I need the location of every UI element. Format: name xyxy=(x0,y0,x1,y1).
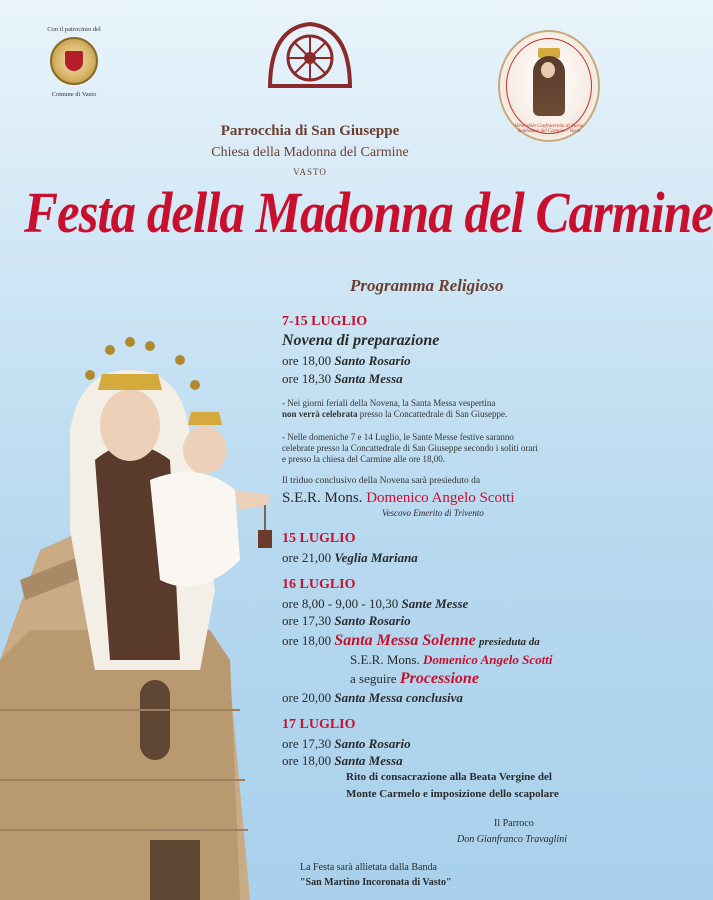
page-subtitle: Programma Religioso xyxy=(350,276,504,295)
medal-text: Venerabile Confraternita di Maria Santissima del Carmine - Vasto xyxy=(514,124,584,134)
rite-line-2: Monte Carmelo e imposizione dello scapolare xyxy=(346,788,559,800)
schedule-row: ore 8,00 - 9,00 - 10,30 Sante Messe xyxy=(282,596,469,611)
schedule-row: ore 20,00 Santa Messa conclusiva xyxy=(282,690,463,705)
band-line-1: La Festa sarà allietata dalla Banda xyxy=(300,862,437,873)
presider-role: Vescovo Emerito di Trivento xyxy=(382,508,484,518)
band-line-2: "San Martino Incoronata di Vasto" xyxy=(300,877,452,888)
novena-heading: Novena di preparazione xyxy=(282,332,440,349)
time: ore 18,00 xyxy=(282,353,332,368)
patronage-city: Comune di Vasto xyxy=(51,91,97,98)
date-16-luglio: 16 LUGLIO xyxy=(282,577,356,592)
city-name: VASTO xyxy=(293,167,327,177)
presider-line: S.E.R. Mons. Domenico Angelo Scotti xyxy=(282,490,515,506)
schedule-row: ore 17,30 Santo Rosario xyxy=(282,736,411,751)
event: Santo Rosario xyxy=(334,353,411,368)
date-15-luglio: 15 LUGLIO xyxy=(282,531,356,546)
church-name: Chiesa della Madonna del Carmine xyxy=(211,145,409,160)
note-sundays: - Nelle domeniche 7 e 14 Luglio, le Sante Messe festive saranno celebrate presso la Concattedrale di San Giuseppe secondo i soliti orari e presso la chiesa del Carmine alle ore 18,00. xyxy=(282,432,538,464)
procession-line: a seguire Processione xyxy=(350,670,479,687)
triduo-note: Il triduo conclusivo della Novena sarà presieduto da xyxy=(282,476,481,486)
parish-name: Parrocchia di San Giuseppe xyxy=(220,123,400,139)
schedule-row: ore 18,00 Santa Messa Solenne presieduta da xyxy=(282,632,540,649)
time: ore 18,30 xyxy=(282,371,332,386)
vasto-crest-icon xyxy=(50,37,98,85)
schedule-row xyxy=(282,353,411,369)
schedule-row xyxy=(282,371,403,387)
signature-role: Il Parroco xyxy=(494,818,534,829)
madonna-statue-image xyxy=(0,330,290,900)
patronage-label: Con il patrocinio del xyxy=(47,26,101,33)
note-weekdays: - Nei giorni feriali della Novena, la Santa Messa vespertina non verrà celebrata presso la Concattedrale di San Giuseppe. xyxy=(282,398,508,419)
schedule-row: ore 17,30 Santo Rosario xyxy=(282,613,411,628)
patronage-block xyxy=(38,26,110,98)
schedule-row: ore 21,00 Veglia Mariana xyxy=(282,550,418,565)
program xyxy=(282,0,612,900)
date-7-15-luglio: 7-15 LUGLIO xyxy=(282,314,368,329)
presider-line: S.E.R. Mons. Domenico Angelo Scotti xyxy=(350,652,553,667)
event: Santa Messa xyxy=(334,371,403,386)
page-title: Festa della Madonna del Carmine xyxy=(24,181,713,246)
schedule-row: ore 18,00 Santa Messa xyxy=(282,753,403,768)
signature-name: Don Gianfranco Travaglini xyxy=(457,834,568,845)
date-17-luglio: 17 LUGLIO xyxy=(282,717,356,732)
rite-line-1: Rito di consacrazione alla Beata Vergine del xyxy=(346,771,552,783)
